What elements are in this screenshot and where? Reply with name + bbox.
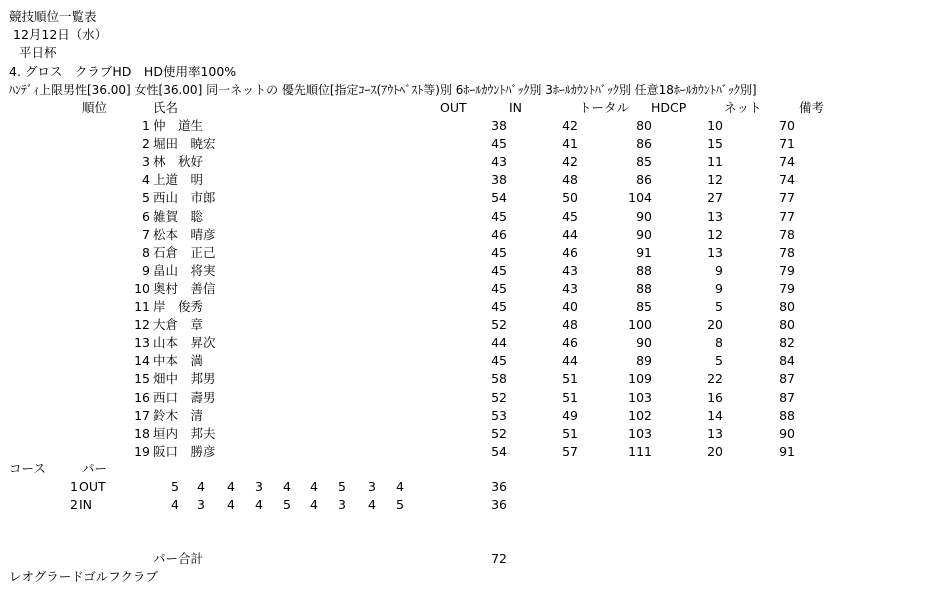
handicap-rules: ﾊﾝﾃﾞｨ上限男性[36.00] 女性[36.00] 同一ネットの 優先順位[指定ｺｰｽ(ｱｳﾄﾍﾞｽﾄ等)別 6ﾎｰﾙｶｳﾝﾄﾊﾞｯｸ別 3ﾎｰﾙｶｳﾝﾄﾊﾞｯｸ別 任意18ﾎｰﾙｶｳﾝﾄﾊﾞｯｸ別]: [9, 83, 757, 97]
cell-net: 91: [779, 443, 795, 459]
hole-par: 5: [283, 497, 291, 512]
par-total-value: 72: [491, 551, 507, 566]
cell-hdcp: 16: [707, 389, 723, 405]
cell-out: 38: [491, 118, 507, 133]
hole-par: 3: [338, 497, 346, 512]
cell-in: 57: [562, 443, 578, 459]
hole-par: 3: [197, 497, 205, 512]
cell-name: 雑賀 聡: [153, 208, 204, 224]
cell-out: 45: [491, 353, 507, 369]
cell-out: 46: [491, 226, 507, 242]
cell-total: 100: [628, 317, 652, 333]
cell-out: 54: [491, 443, 507, 459]
cell-in: 50: [562, 190, 578, 206]
cell-name: 畑中 邦男: [153, 371, 216, 387]
cell-in: 44: [562, 226, 578, 242]
cell-in: 44: [562, 353, 578, 369]
cell-rank: 15: [134, 371, 150, 387]
hole-par: 4: [283, 479, 291, 494]
cell-in: 51: [562, 425, 578, 441]
cell-hdcp: 14: [707, 407, 723, 423]
cell-total: 109: [628, 371, 652, 387]
hole-par: 5: [338, 479, 346, 494]
cell-rank: 11: [134, 299, 150, 314]
cell-out: 45: [491, 299, 507, 314]
table-row: [0, 118, 943, 136]
par-label: パー: [82, 461, 108, 476]
hole-par: 3: [368, 479, 376, 494]
cell-hdcp: 27: [707, 190, 723, 206]
cell-rank: 6: [142, 208, 150, 224]
cell-name: 奥村 善信: [153, 280, 216, 296]
cell-in: 46: [562, 244, 578, 260]
cell-rank: 4: [142, 172, 150, 188]
cell-in: 48: [562, 317, 578, 333]
hole-par: 4: [255, 497, 263, 512]
course-par-total: 36: [491, 479, 507, 494]
cell-total: 91: [636, 244, 652, 260]
table-row: [0, 353, 943, 371]
hole-par: 4: [171, 497, 179, 512]
course-label: コース: [9, 461, 46, 476]
cell-in: 43: [562, 262, 578, 278]
hole-par: 4: [227, 497, 235, 512]
table-row: [0, 172, 943, 190]
hole-par: 4: [310, 497, 318, 512]
column-hdcp: HDCP: [651, 100, 687, 115]
cell-name: 鈴木 清: [153, 407, 204, 423]
cell-rank: 18: [134, 425, 150, 441]
cell-hdcp: 8: [715, 335, 723, 351]
cell-in: 45: [562, 208, 578, 224]
cell-total: 111: [628, 443, 652, 459]
hole-par: 4: [368, 497, 376, 512]
cell-rank: 2: [142, 136, 150, 152]
page-title: 競技順位一覧表: [9, 9, 97, 24]
cell-net: 74: [779, 172, 795, 188]
cell-name: 岸 俊秀: [153, 299, 204, 314]
cell-name: 西口 壽男: [153, 389, 216, 405]
course-name: OUT: [79, 479, 106, 494]
cell-hdcp: 5: [715, 353, 723, 369]
course-row: [0, 497, 943, 515]
table-row: [0, 209, 943, 227]
cell-name: 中本 満: [153, 353, 204, 369]
cell-in: 51: [562, 389, 578, 405]
course-row: [0, 479, 943, 497]
cell-total: 88: [636, 262, 652, 278]
cell-out: 43: [491, 154, 507, 170]
cell-net: 79: [779, 280, 795, 296]
cell-total: 80: [636, 118, 652, 133]
cell-name: 林 秋好: [153, 154, 204, 170]
cell-rank: 3: [142, 154, 150, 170]
course-number: 1: [70, 479, 78, 494]
table-row: [0, 227, 943, 245]
cell-name: 山本 昇次: [153, 335, 216, 351]
cell-name: 大倉 章: [153, 317, 204, 333]
cell-rank: 8: [142, 244, 150, 260]
cell-out: 45: [491, 244, 507, 260]
cell-net: 87: [779, 389, 795, 405]
cell-total: 85: [636, 154, 652, 170]
cell-name: 垣内 邦夫: [153, 425, 216, 441]
cell-rank: 1: [142, 118, 150, 133]
hole-par: 3: [255, 479, 263, 494]
cell-total: 88: [636, 280, 652, 296]
table-row: [0, 190, 943, 208]
cell-out: 38: [491, 172, 507, 188]
column-name: 氏名: [153, 100, 179, 115]
cell-rank: 16: [134, 389, 150, 405]
cell-rank: 13: [134, 335, 150, 351]
cell-net: 82: [779, 335, 795, 351]
cell-total: 90: [636, 335, 652, 351]
cell-in: 42: [562, 118, 578, 133]
cell-out: 45: [491, 208, 507, 224]
column-total: トータル: [579, 100, 630, 115]
cell-rank: 10: [134, 280, 150, 296]
cell-net: 70: [779, 118, 795, 133]
hole-par: 4: [310, 479, 318, 494]
cell-rank: 14: [134, 353, 150, 369]
course-name: IN: [79, 497, 93, 512]
table-row: [0, 444, 943, 462]
cell-out: 52: [491, 317, 507, 333]
cell-total: 86: [636, 136, 652, 152]
cell-net: 90: [779, 425, 795, 441]
hole-par: 4: [396, 479, 404, 494]
course-par-total: 36: [491, 497, 507, 512]
cell-hdcp: 9: [715, 262, 723, 278]
cell-in: 48: [562, 172, 578, 188]
cell-total: 102: [628, 407, 652, 423]
cell-in: 40: [562, 299, 578, 314]
cell-name: 西山 市郎: [153, 190, 216, 206]
cell-total: 103: [628, 389, 652, 405]
table-row: [0, 390, 943, 408]
cell-name: 仲 道生: [153, 118, 204, 133]
cell-in: 42: [562, 154, 578, 170]
cell-total: 86: [636, 172, 652, 188]
cell-hdcp: 12: [707, 226, 723, 242]
table-row: [0, 371, 943, 389]
cell-net: 78: [779, 226, 795, 242]
cell-in: 49: [562, 407, 578, 423]
cell-net: 80: [779, 299, 795, 314]
cell-rank: 12: [134, 317, 150, 333]
hole-par: 4: [227, 479, 235, 494]
cell-hdcp: 22: [707, 371, 723, 387]
table-row: [0, 263, 943, 281]
cell-rank: 5: [142, 190, 150, 206]
table-row: [0, 281, 943, 299]
competition-format: 4. グロス クラブHD HD使用率100%: [9, 64, 237, 79]
course-number: 2: [70, 497, 78, 512]
cell-total: 103: [628, 425, 652, 441]
column-net: ネット: [724, 100, 762, 115]
cell-hdcp: 15: [707, 136, 723, 152]
cell-hdcp: 13: [707, 425, 723, 441]
cell-out: 58: [491, 371, 507, 387]
table-row: [0, 154, 943, 172]
par-total-label: パー合計: [153, 551, 204, 566]
cell-out: 45: [491, 136, 507, 152]
cell-hdcp: 10: [707, 118, 723, 133]
table-row: [0, 408, 943, 426]
hole-par: 5: [396, 497, 404, 512]
cell-name: 上道 明: [153, 172, 204, 188]
cell-net: 78: [779, 244, 795, 260]
cell-net: 84: [779, 353, 795, 369]
cell-out: 53: [491, 407, 507, 423]
table-row: [0, 335, 943, 353]
cell-total: 90: [636, 226, 652, 242]
cell-hdcp: 11: [707, 154, 723, 170]
cell-net: 80: [779, 317, 795, 333]
cell-net: 88: [779, 407, 795, 423]
cell-in: 43: [562, 280, 578, 296]
cell-out: 54: [491, 190, 507, 206]
table-row: [0, 426, 943, 444]
cell-name: 堀田 暁宏: [153, 136, 216, 152]
cell-out: 45: [491, 280, 507, 296]
cell-name: 松本 晴彦: [153, 226, 216, 242]
cell-out: 44: [491, 335, 507, 351]
hole-par: 5: [171, 479, 179, 494]
column-out: OUT: [440, 100, 467, 115]
cell-name: 畠山 将実: [153, 262, 216, 278]
cell-hdcp: 9: [715, 280, 723, 296]
event-name: 平日杯: [19, 45, 57, 60]
cell-out: 52: [491, 425, 507, 441]
cell-in: 46: [562, 335, 578, 351]
cell-total: 104: [628, 190, 652, 206]
cell-rank: 7: [142, 226, 150, 242]
club-name: レオグラードゴルフクラブ: [9, 569, 158, 584]
cell-hdcp: 13: [707, 208, 723, 224]
cell-name: 石倉 正己: [153, 244, 216, 260]
cell-net: 87: [779, 371, 795, 387]
table-row: [0, 136, 943, 154]
cell-in: 51: [562, 371, 578, 387]
cell-rank: 17: [134, 407, 150, 423]
cell-hdcp: 20: [707, 317, 723, 333]
cell-out: 52: [491, 389, 507, 405]
cell-rank: 9: [142, 262, 150, 278]
cell-net: 71: [779, 136, 795, 152]
cell-name: 阪口 勝彦: [153, 443, 216, 459]
cell-net: 77: [779, 190, 795, 206]
column-in: IN: [509, 100, 523, 115]
cell-hdcp: 5: [715, 299, 723, 314]
column-rank: 順位: [82, 100, 108, 115]
cell-rank: 19: [134, 443, 150, 459]
column-remarks: 備考: [799, 100, 825, 115]
cell-hdcp: 12: [707, 172, 723, 188]
cell-net: 77: [779, 208, 795, 224]
table-row: [0, 299, 943, 317]
cell-net: 74: [779, 154, 795, 170]
cell-total: 89: [636, 353, 652, 369]
table-row: [0, 245, 943, 263]
cell-hdcp: 13: [707, 244, 723, 260]
cell-net: 79: [779, 262, 795, 278]
cell-hdcp: 20: [707, 443, 723, 459]
cell-in: 41: [562, 136, 578, 152]
table-row: [0, 317, 943, 335]
event-date: 12月12日（水）: [13, 27, 108, 42]
hole-par: 4: [197, 479, 205, 494]
cell-total: 85: [636, 299, 652, 314]
cell-total: 90: [636, 208, 652, 224]
cell-out: 45: [491, 262, 507, 278]
